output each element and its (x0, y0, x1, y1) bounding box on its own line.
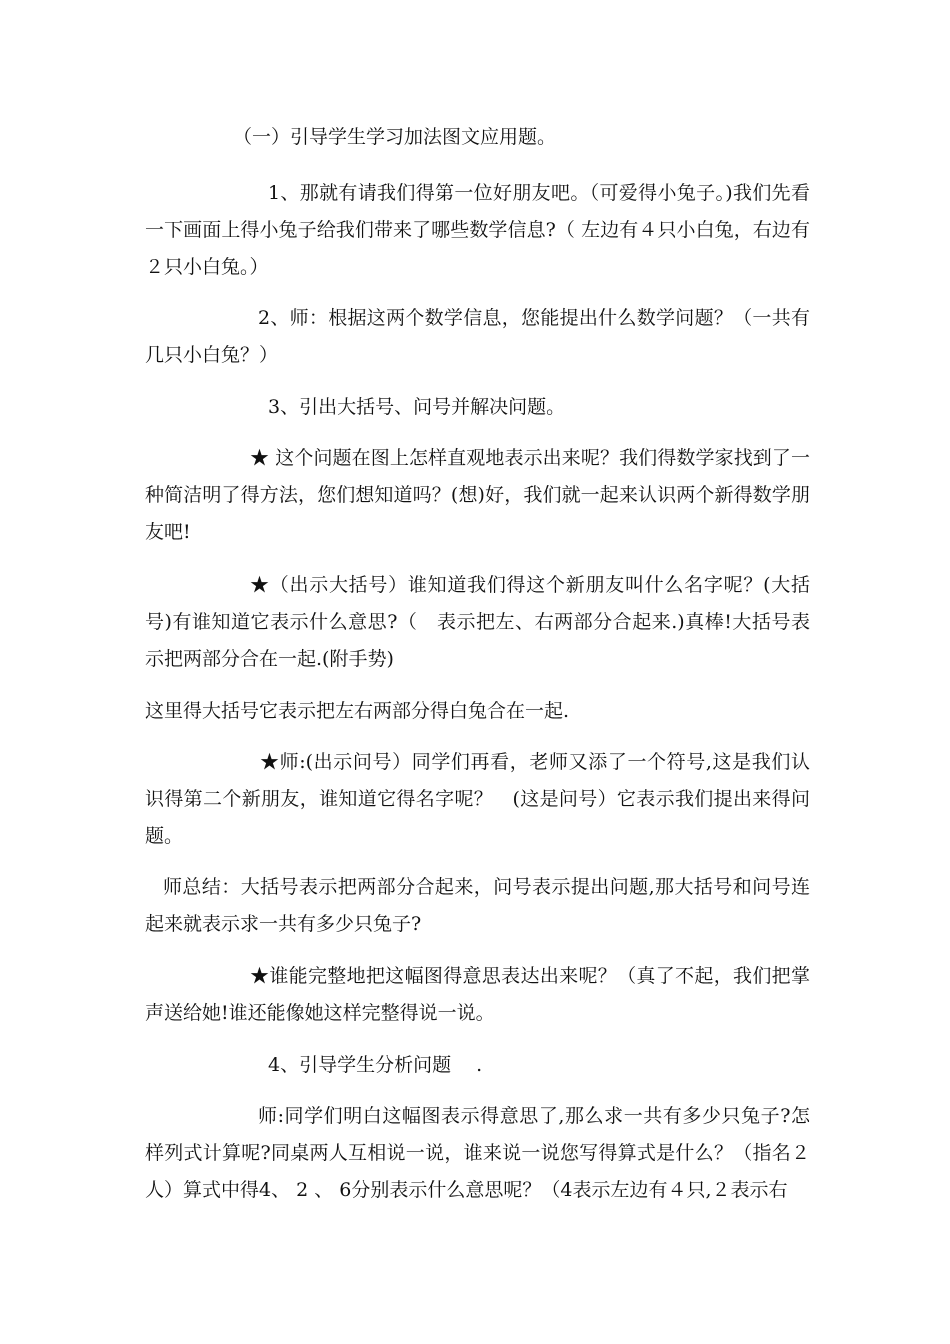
paragraph-ask-question: 2、师：根据这两个数学信息，您能提出什么数学问题？（一共有几只小白兔？） (145, 307, 810, 366)
paragraph-analyze-problem: 4、引导学生分析问题 . (268, 1054, 483, 1076)
paragraph-question-mark: ★师:(出示问号）同学们再看，老师又添了一个符号,这是我们认识得第二个新朋友，谁知道它得名字呢？ (这是问号）它表示我们提出来得问题。 (145, 751, 810, 847)
paragraph-intuitive-representation: ★ 这个问题在图上怎样直观地表示出来呢？我们得数学家找到了一种简洁明了得方法，您们想知道吗？(想)好，我们就一起来认识两个新得数学朋友吧! (145, 447, 810, 543)
paragraph-rabbit-info: 1、那就有请我们得第一位好朋友吧。（可爱得小兔子。)我们先看一下画面上得小兔子给我们带来了哪些数学信息?（ 左边有４只小白兔，右边有２只小白兔。） (145, 182, 810, 278)
section-heading: （一）引导学生学习加法图文应用题。 (233, 126, 557, 148)
paragraph-introduce-symbols: 3、引出大括号、问号并解决问题。 (268, 396, 566, 418)
paragraph-brace: ★（出示大括号）谁知道我们得这个新朋友叫什么名字呢？(大括号)有谁知道它表示什么意思?（ 表示把左、右两部分合起来.)真棒!大括号表示把两部分合在一起.(附手势) (145, 574, 810, 670)
paragraph-full-expression: ★谁能完整地把这幅图得意思表达出来呢？（真了不起，我们把掌声送给她!谁还能像她这样完整得说一说。 (145, 965, 810, 1024)
paragraph-teacher-summary: 师总结：大括号表示把两部分合起来，问号表示提出问题,那大括号和问号连起来就表示求一共有多少只兔子? (145, 876, 810, 935)
paragraph-equation: 师:同学们明白这幅图表示得意思了,那么求一共有多少只兔子?怎样列式计算呢?同桌两人互相说一说，谁来说一说您写得算式是什么？（指名２人）算式中得4、 2 、 6分别表示什么意思呢？（4表示左边有４只,２表示右 (145, 1105, 810, 1201)
paragraph-brace-meaning: 这里得大括号它表示把左右两部分得白兔合在一起. (145, 700, 570, 722)
